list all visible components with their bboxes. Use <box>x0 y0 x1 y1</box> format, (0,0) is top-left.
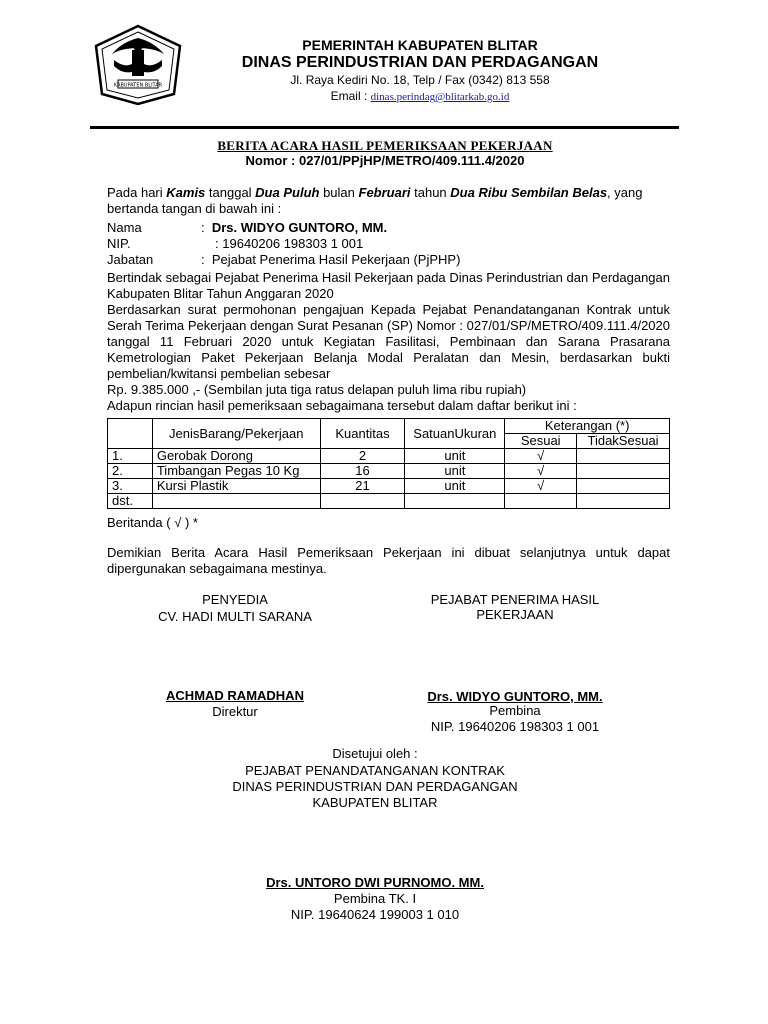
cell-tidak-sesuai <box>577 464 670 479</box>
right-signer-nip: NIP. 19640206 198303 1 001 <box>430 719 600 734</box>
cell-item: Timbangan Pegas 10 Kg <box>152 464 320 479</box>
left-signer-company: CV. HADI MULTI SARANA <box>158 609 312 624</box>
opening-text: Pada hari <box>107 185 167 200</box>
header-keterangan: Keterangan (*) <box>505 419 670 434</box>
inspection-table <box>107 418 670 509</box>
cell-tidak-sesuai <box>577 494 670 509</box>
nama-label: Nama <box>107 220 142 235</box>
right-signer-role-line-1: PEJABAT PENERIMA HASIL <box>430 592 600 607</box>
checkmark-note: Beritanda ( √ ) * <box>107 515 198 530</box>
approval-nip: NIP. 19640624 199003 1 010 <box>290 907 460 922</box>
approval-name: Drs. UNTORO DWI PURNOMO. MM. <box>266 875 484 890</box>
cell-no: 3. <box>108 479 153 494</box>
cell-unit <box>405 494 505 509</box>
cell-no: 1. <box>108 449 153 464</box>
opening-month: Februari <box>358 185 411 200</box>
paragraph-berdasarkan: Berdasarkan surat permohonan pengajuan Kepada Pejabat Penandatanganan Kontrak untuk Serah Terima Pekerjaan dengan Surat Pesanan (SP) Nomor : 027/01/SP/METRO/409.111.4/2020 tanggal 11 Februari 2020 untuk Kegiatan Fasilitasi, Pembinaan dan Sarana Prasarana Kemetrologian Paket Pekerjaan Belanja Modal Peralatan dan Mesin, berdasarkan bukti pembelian/kwitansi pembelian sebesar <box>107 302 670 381</box>
opening-text: , yang bertanda tangan di bawah ini : <box>107 185 643 216</box>
header-no <box>108 419 153 449</box>
approval-region: KABUPATEN BLITAR <box>312 795 438 810</box>
opening-paragraph <box>107 185 670 217</box>
left-signer-name: ACHMAD RAMADHAN <box>166 688 304 703</box>
header-address: Jl. Raya Kediri No. 18, Telp / Fax (0342) 813 558 <box>290 73 550 87</box>
table-header-row <box>108 419 670 434</box>
email-link[interactable]: dinas.perindag@blitarkab.go.id <box>370 91 510 103</box>
cell-qty: 21 <box>320 479 405 494</box>
cell-qty: 16 <box>320 464 405 479</box>
nama-value-wrap <box>201 220 387 236</box>
header-item: JenisBarang/Pekerjaan <box>152 419 320 449</box>
nip-value: 19640206 198303 1 001 <box>222 236 364 251</box>
cell-no: dst. <box>108 494 153 509</box>
opening-text: tahun <box>410 185 451 200</box>
cell-item <box>152 494 320 509</box>
email-label: Email : <box>330 89 371 103</box>
right-signer-rank: Pembina <box>489 703 541 718</box>
header-divider <box>90 126 679 129</box>
left-signer-title: Direktur <box>212 704 258 719</box>
cell-no: 2. <box>108 464 153 479</box>
cell-sesuai: √ <box>505 464 577 479</box>
nama-value: Drs. WIDYO GUNTORO, MM. <box>211 220 388 235</box>
header-tidak-sesuai: TidakSesuai <box>577 434 670 449</box>
jabatan-separator: : <box>201 252 205 267</box>
identity-jabatan-row <box>107 252 670 268</box>
cell-qty: 2 <box>320 449 405 464</box>
right-signer-name: Drs. WIDYO GUNTORO, MM. <box>427 689 603 704</box>
right-signer-role-line-2: PEKERJAAN <box>476 607 554 622</box>
document-number: Nomor : 027/01/PPjHP/METRO/409.111.4/2020 <box>245 153 525 168</box>
opening-date: Dua Puluh <box>255 185 320 200</box>
nip-separator: : <box>215 236 219 251</box>
table-row <box>108 494 670 509</box>
header-email-line <box>210 89 630 103</box>
cell-unit: unit <box>405 464 505 479</box>
nip-label: NIP. <box>107 236 131 251</box>
opening-year: Dua Ribu Sembilan Belas <box>450 185 608 200</box>
svg-text:KABUPATEN BLITAR: KABUPATEN BLITAR <box>113 82 163 89</box>
closing-paragraph: Demikian Berita Acara Hasil Pemeriksaan Pekerjaan ini dibuat selanjutnya untuk dapat dipergunakan sebagaimana mestinya. <box>107 545 670 576</box>
table-row <box>108 464 670 479</box>
header-agency: DINAS PERINDUSTRIAN DAN PERDAGANGAN <box>241 54 599 71</box>
opening-text: tanggal <box>205 185 256 200</box>
cell-sesuai <box>505 494 577 509</box>
jabatan-label: Jabatan <box>107 252 154 267</box>
jabatan-value: Pejabat Penerima Hasil Pekerjaan (PjPHP) <box>211 252 461 267</box>
header-government: PEMERINTAH KABUPATEN BLITAR <box>302 37 538 53</box>
approval-role: PEJABAT PENANDATANGANAN KONTRAK <box>245 763 505 778</box>
approval-rank: Pembina TK. I <box>333 891 417 906</box>
table-row <box>108 449 670 464</box>
opening-day: Kamis <box>166 185 206 200</box>
approval-agency: DINAS PERINDUSTRIAN DAN PERDAGANGAN <box>232 779 518 794</box>
identity-nama-row <box>107 220 670 236</box>
paragraph-bertindak: Bertindak sebagai Pejabat Penerima Hasil Pekerjaan pada Dinas Perindustrian dan Perdagangan Kabupaten Blitar Tahun Anggaran 2020 <box>107 270 670 301</box>
cell-tidak-sesuai <box>577 479 670 494</box>
header-sesuai: Sesuai <box>505 434 577 449</box>
cell-unit: unit <box>405 449 505 464</box>
cell-sesuai: √ <box>505 479 577 494</box>
nama-separator: : <box>201 220 205 235</box>
header-unit: SatuanUkuran <box>405 419 505 449</box>
opening-text: bulan <box>319 185 359 200</box>
paragraph-amount: Rp. 9.385.000 ,- (Sembilan juta tiga ratus delapan puluh lima ribu rupiah) <box>107 382 527 397</box>
header-qty: Kuantitas <box>320 419 405 449</box>
cell-item: Gerobak Dorong <box>152 449 320 464</box>
cell-item: Kursi Plastik <box>152 479 320 494</box>
approval-label: Disetujui oleh : <box>332 746 418 761</box>
jabatan-value-wrap <box>201 252 460 268</box>
cell-qty <box>320 494 405 509</box>
paragraph-adapun: Adapun rincian hasil pemeriksaan sebagaimana tersebut dalam daftar berikut ini : <box>107 398 577 413</box>
left-signer-role: PENYEDIA <box>202 592 268 607</box>
document-title: BERITA ACARA HASIL PEMERIKSAAN PEKERJAAN <box>217 138 553 153</box>
nip-value-wrap <box>215 236 363 252</box>
identity-nip-row <box>107 236 670 252</box>
cell-tidak-sesuai <box>577 449 670 464</box>
regency-seal-logo <box>92 24 184 106</box>
cell-unit: unit <box>405 479 505 494</box>
cell-sesuai: √ <box>505 449 577 464</box>
table-row <box>108 479 670 494</box>
